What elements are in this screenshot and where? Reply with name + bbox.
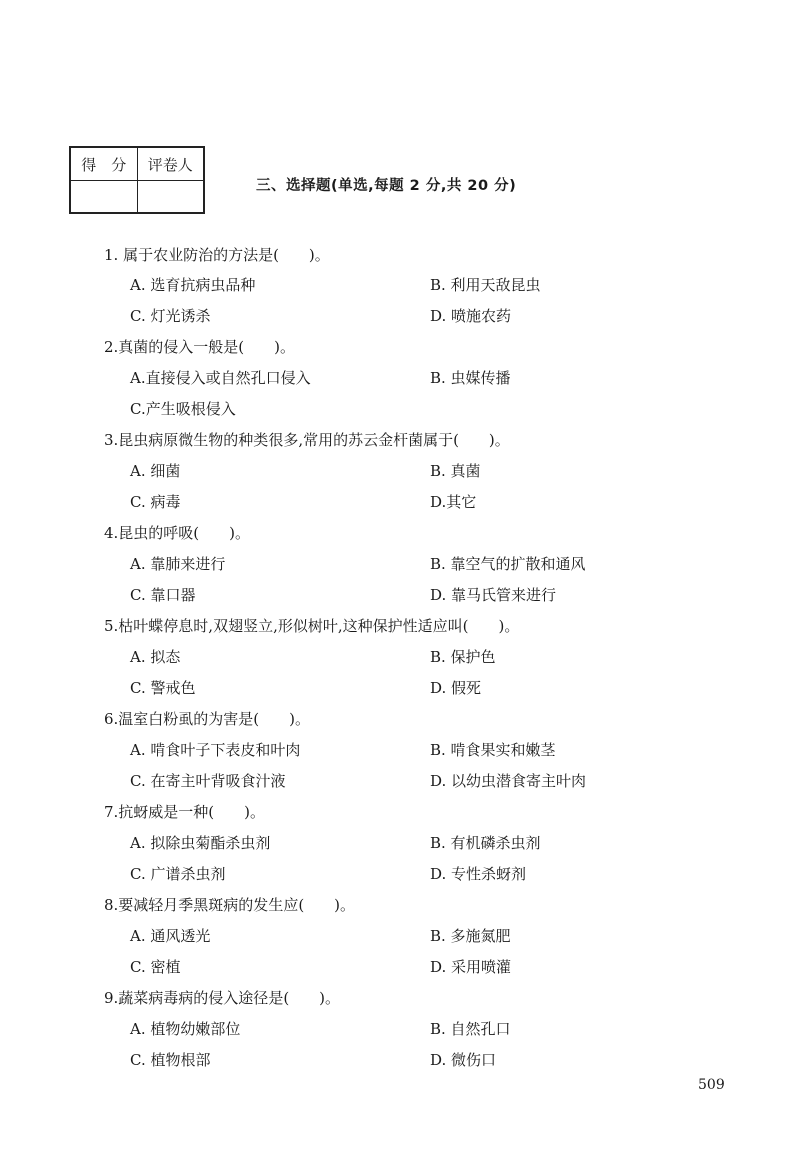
q8-option-c: C. 密植 — [130, 958, 181, 976]
q6-option-c: C. 在寄主叶背吸食汁液 — [130, 772, 286, 790]
question-7: 7.抗蚜威是一种( )。 — [104, 803, 266, 821]
score-table — [69, 146, 205, 214]
question-8: 8.要减轻月季黑斑病的发生应( )。 — [104, 896, 356, 914]
reviewer-label: 评卷人 — [137, 147, 204, 181]
q4-option-a: A. 靠肺来进行 — [130, 555, 226, 573]
question-2: 2.真菌的侵入一般是( )。 — [104, 338, 296, 356]
q1-option-a: A. 选育抗病虫品种 — [130, 276, 256, 294]
question-1: 1. 属于农业防治的方法是( )。 — [104, 246, 330, 264]
q1-option-b: B. 利用天敌昆虫 — [430, 276, 541, 294]
q4-option-b: B. 靠空气的扩散和通风 — [430, 555, 586, 573]
q3-option-c: C. 病毒 — [130, 493, 181, 511]
q3-option-d: D.其它 — [430, 493, 477, 511]
q2-option-c: C.产生吸根侵入 — [130, 400, 236, 418]
question-5: 5.枯叶蝶停息时,双翅竖立,形似树叶,这种保护性适应叫( )。 — [104, 617, 520, 635]
q6-option-d: D. 以幼虫潜食寄主叶肉 — [430, 772, 587, 790]
q7-option-a: A. 拟除虫菊酯杀虫剂 — [130, 834, 271, 852]
q5-option-c: C. 警戒色 — [130, 679, 196, 697]
q2-option-b: B. 虫媒传播 — [430, 369, 511, 387]
q6-option-a: A. 啃食叶子下表皮和叶肉 — [130, 741, 301, 759]
q5-option-a: A. 拟态 — [130, 648, 181, 666]
q7-option-d: D. 专性杀蚜剂 — [430, 865, 527, 883]
question-9: 9.蔬菜病毒病的侵入途径是( )。 — [104, 989, 341, 1007]
q4-option-d: D. 靠马氏管来进行 — [430, 586, 557, 604]
question-4: 4.昆虫的呼吸( )。 — [104, 524, 251, 542]
q4-option-c: C. 靠口器 — [130, 586, 196, 604]
q1-option-d: D. 喷施农药 — [430, 307, 512, 325]
q5-option-b: B. 保护色 — [430, 648, 496, 666]
q7-option-c: C. 广谱杀虫剂 — [130, 865, 226, 883]
q6-option-b: B. 啃食果实和嫩茎 — [430, 741, 556, 759]
q8-option-d: D. 采用喷灌 — [430, 958, 512, 976]
q5-option-d: D. 假死 — [430, 679, 482, 697]
score-cell — [70, 181, 137, 214]
question-6: 6.温室白粉虱的为害是( )。 — [104, 710, 311, 728]
q7-option-b: B. 有机磷杀虫剂 — [430, 834, 541, 852]
q8-option-a: A. 通风透光 — [130, 927, 211, 945]
q1-option-c: C. 灯光诱杀 — [130, 307, 211, 325]
q9-option-c: C. 植物根部 — [130, 1051, 211, 1069]
score-label: 得 分 — [70, 147, 137, 181]
reviewer-cell — [137, 181, 204, 214]
q3-option-b: B. 真菌 — [430, 462, 481, 480]
q8-option-b: B. 多施氮肥 — [430, 927, 511, 945]
question-3: 3.昆虫病原微生物的种类很多,常用的苏云金杆菌属于( )。 — [104, 431, 510, 449]
q9-option-a: A. 植物幼嫩部位 — [130, 1020, 241, 1038]
q2-option-a: A.直接侵入或自然孔口侵入 — [130, 369, 311, 387]
q3-option-a: A. 细菌 — [130, 462, 181, 480]
q9-option-d: D. 微伤口 — [430, 1051, 497, 1069]
q9-option-b: B. 自然孔口 — [430, 1020, 511, 1038]
section-title: 三、选择题(单选,每题 2 分,共 20 分) — [256, 178, 517, 194]
page-number: 509 — [698, 1077, 725, 1093]
